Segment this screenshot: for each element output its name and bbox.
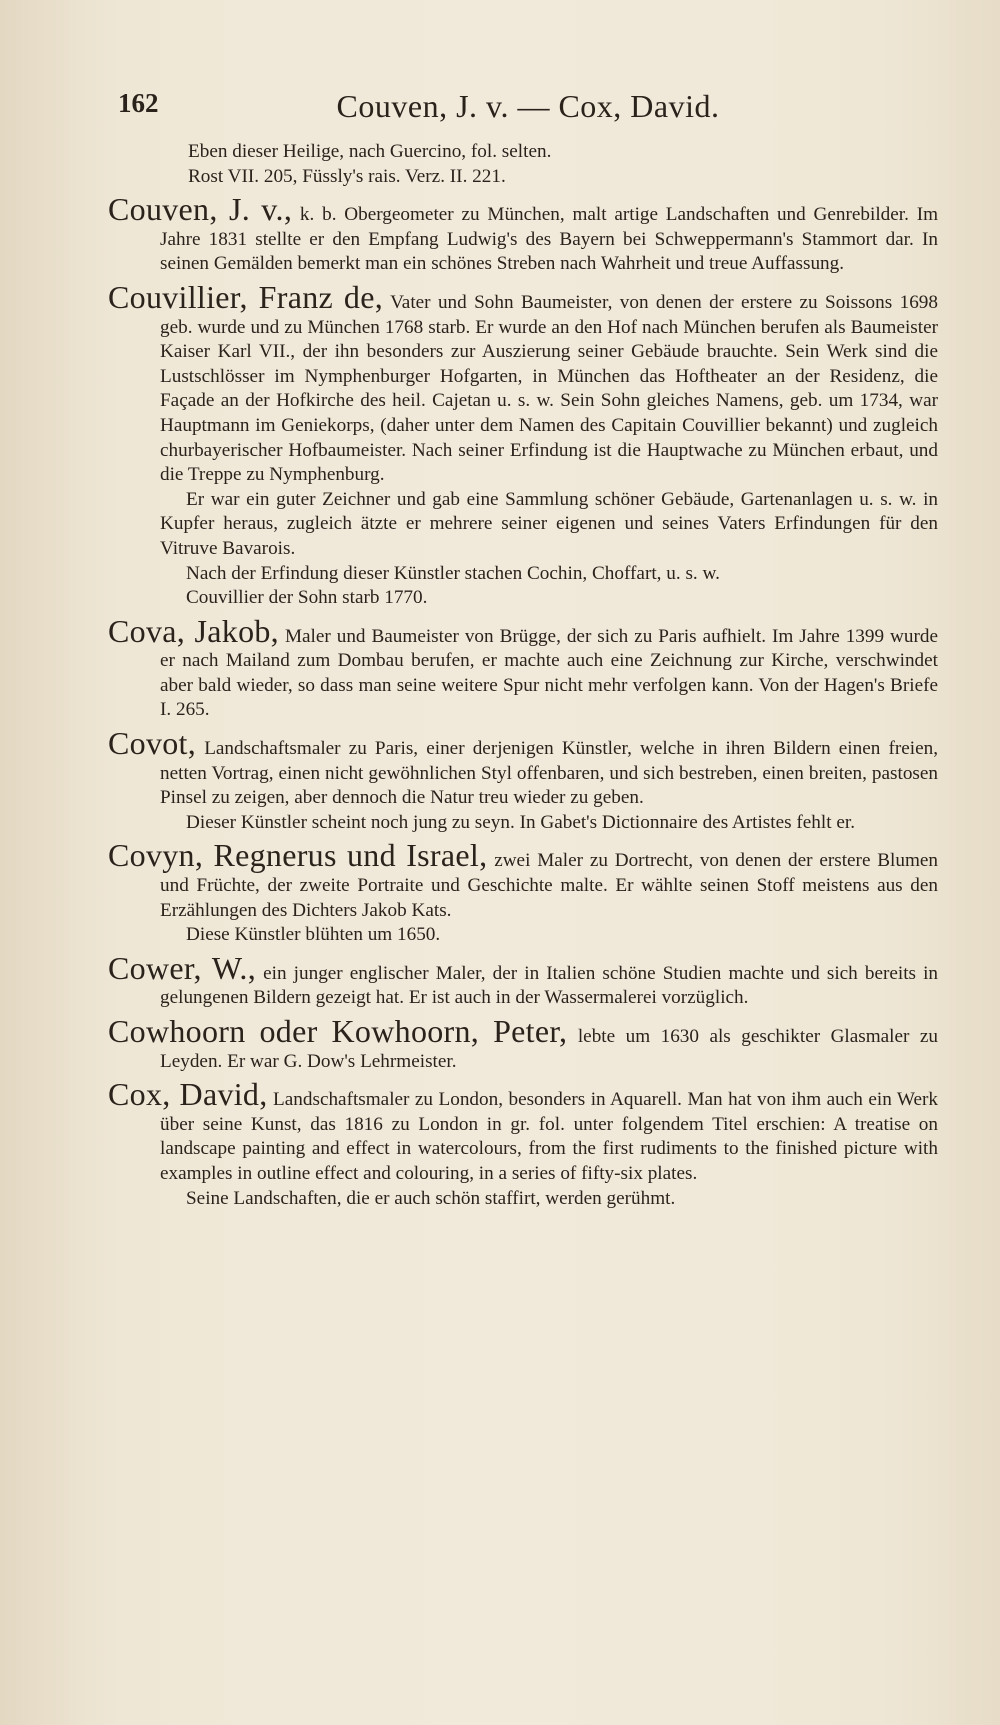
page-body (108, 140, 938, 1211)
entry-paragraph: Diese Künstler blühten um 1650. (186, 924, 441, 946)
entry-cova (108, 612, 938, 723)
entry-name: Couven, J. v., (108, 191, 293, 228)
continuation-line: Eben dieser Heilige, nach Guercino, fol. selten. (188, 141, 552, 162)
entry-name: Couvillier, Franz de, (108, 278, 384, 315)
entry-name: Cower, W., (108, 949, 257, 986)
entry-text: Vater und Sohn Baumeister, von denen der erstere zu Soissons 1698 geb. wurde und zu München 1768 starb. Er wurde an den Hof nach München berufen als Baumeister Kaiser Karl VII., der ihn besonders zur Auszierung seiner Gebäude brauchte. Sein Werk sind die Lustschlösser im Nymphenburger Hofgarten, in München das Hoftheater an der Residenz, die Façade an der Hofkirche des heil. Cajetan u. s. w. Sein Sohn gleiches Namens, geb. um 1734, war Hauptmann im Geniekorps, (daher unter dem Namen des Capitain Couvillier bekannt) und zugleich churbayerischer Hofbaumeister. Nach seiner Erfindung ist die Hauptwache zu München erbaut, und die Treppe zu Nymphenburg. (160, 291, 938, 486)
entry-cowhoorn (108, 1013, 939, 1074)
entry-cox (108, 1076, 939, 1211)
page-number: 162 (118, 88, 159, 118)
entry-paragraph (108, 1076, 939, 1186)
continuation-line: Rost VII. 205, Füssly's rais. Verz. II. 221. (188, 165, 506, 187)
entry-text: ein junger englischer Maler, der in Italien schöne Studien machte und sich bereits in gelungenen Bildern gezeigt hat. Er ist auch in der Wassermalerei vorzüglich. (160, 962, 939, 1009)
entry-paragraph (108, 1013, 939, 1074)
page-header (118, 88, 938, 128)
entry-couvillier (108, 278, 938, 611)
entry-paragraph: Nach der Erfindung dieser Künstler stachen Cochin, Choffart, u. s. w. (186, 562, 720, 584)
entry-name: Cova, Jakob, (108, 612, 279, 649)
entry-cower (108, 949, 939, 1011)
entry-covyn (108, 837, 939, 947)
entry-name: Cox, David, (108, 1076, 268, 1113)
entry-paragraph (108, 612, 938, 723)
entry-paragraph: Couvillier der Sohn starb 1770. (186, 587, 428, 609)
entry-text: k. b. Obergeometer zu München, malt artige Landschaften und Genrebilder. Im Jahre 1831 stellte er den Empfang Ludwig's des Bayern bei Schweppermann's Stammort dar. In seinen Gemälden bemerkt man ein schönes Streben nach Wahrheit und treue Auffassung. (160, 204, 939, 275)
entry-paragraph: Dieser Künstler scheint noch jung zu seyn. In Gabet's Dictionnaire des Artistes fehlt er. (186, 811, 855, 833)
entry-covot (108, 725, 939, 835)
entry-text: lebte um 1630 als geschikter Glasmaler zu Leyden. Er war G. Dow's Lehrmeister. (160, 1026, 939, 1072)
entry-paragraph: Er war ein guter Zeichner und gab eine Sammlung schöner Gebäude, Gartenanlagen u. s. w. in Kupfer heraus, zugleich ätzte er mehrere seiner eigenen und seines Vaters Erfindungen für den Vitruve Bavarois. (160, 488, 938, 559)
entry-paragraph (108, 191, 939, 277)
entry-text: Maler und Baumeister von Brügge, der sich zu Paris aufhielt. Im Jahre 1399 wurde er nach Mailand zum Dombau berufen, er machte auch eine Zeichnung zur Kirche, verschwindet aber bald wieder, so dass man seine weitere Spur nicht mehr verfolgen kann. Von der Hagen's Briefe I. 265. (160, 625, 938, 721)
entry-paragraph (108, 278, 938, 488)
entry-text: Landschaftsmaler zu Paris, einer derjenigen Künstler, welche in ihren Bildern einen freien, netten Vortrag, einen nicht gewöhnlichen Styl offenbaren, und sich bestreben, einen breiten, pastosen Pinsel zu zeigen, aber dennoch die Natur treu wieder zu geben. (160, 738, 939, 809)
entry-paragraph: Seine Landschaften, die er auch schön staffirt, werden gerühmt. (186, 1187, 676, 1209)
entry-paragraph (108, 725, 939, 811)
entry-text: zwei Maler zu Dortrecht, von denen der erstere Blumen und Früchte, der zweite Portraite und Geschichte malte. Er wählte seinen Stoff meistens aus den Erzählungen des Dichters Jakob Kats. (160, 850, 939, 921)
entry-paragraph (108, 949, 939, 1011)
entry-name: Cowhoorn oder Kowhoorn, Peter, (108, 1013, 568, 1049)
entry-text: Landschaftsmaler zu London, besonders in Aquarell. Man hat von ihm auch ein Werk über seine Kunst, das 1816 zu London in gr. fol. unter folgendem Titel erschien: A treatise on landscape painting and effect in watercolours, from the first rudiments to the finished picture with examples in outline effect and colouring, in a series of fifty-six plates. (160, 1089, 939, 1184)
running-head: Couven, J. v. — Cox, David. (336, 88, 720, 124)
continuation-block (108, 140, 938, 189)
entry-paragraph (108, 837, 939, 923)
entry-name: Covyn, Regnerus und Israel, (108, 837, 488, 874)
entry-name: Covot, (108, 725, 197, 762)
entry-couven (108, 191, 939, 277)
